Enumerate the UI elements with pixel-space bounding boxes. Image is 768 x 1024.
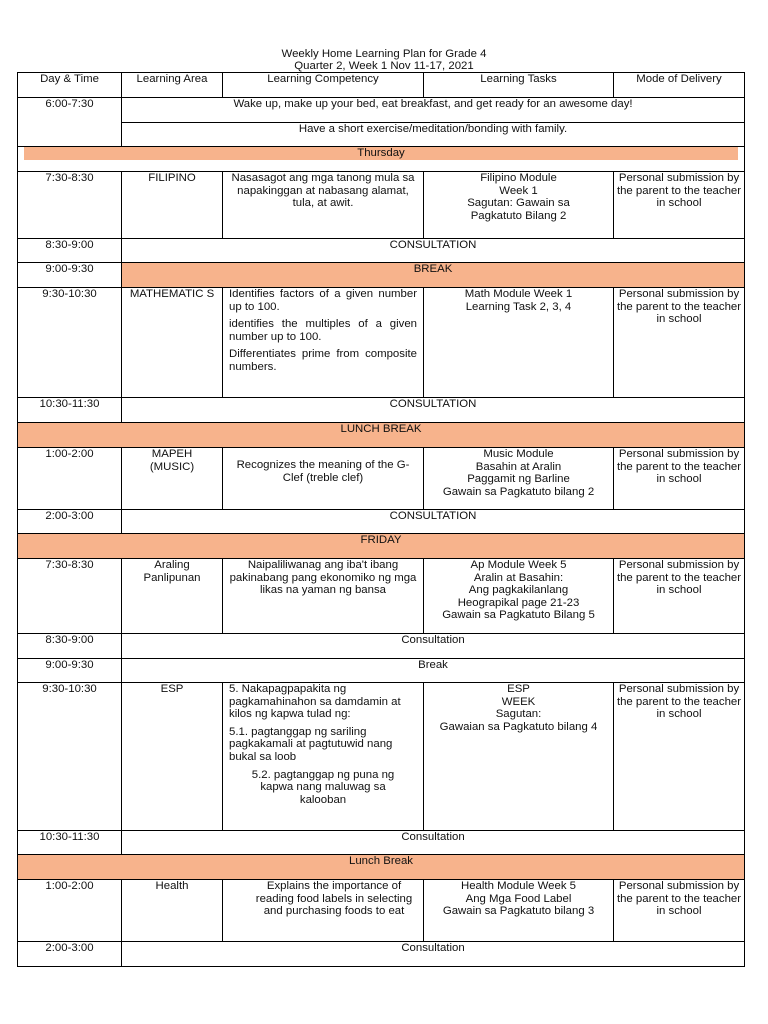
learning-area-cell: Health xyxy=(122,880,223,942)
exercise-line: Have a short exercise/meditation/bonding with family. xyxy=(122,123,745,147)
consultation-label: CONSULTATION xyxy=(122,398,745,423)
time-cell: 10:30-11:30 xyxy=(18,831,122,855)
table-row xyxy=(18,683,745,831)
learning-competency-cell: Identifies factors of a given number up to 100. identifies the multiples of a given number up to 100. Differentiates prime from composite numbers. xyxy=(223,288,424,398)
learning-competency-cell: Explains the importance of reading food labels in selecting and purchasing foods to eat xyxy=(223,880,424,942)
consultation-label: Consultation xyxy=(122,634,745,659)
lunch-break-band: LUNCH BREAK xyxy=(18,423,745,448)
time-cell: 9:00-9:30 xyxy=(18,263,122,288)
consultation-label: Consultation xyxy=(122,831,745,855)
learning-tasks-cell: Health Module Week 5 Ang Mga Food Label Gawain sa Pagkatuto bilang 3 xyxy=(424,880,614,942)
time-cell: 1:00-2:00 xyxy=(18,880,122,942)
column-header-day-time: Day & Time xyxy=(18,73,122,98)
document-title: Weekly Home Learning Plan for Grade 4 xyxy=(281,48,487,60)
column-header-learning-tasks: Learning Tasks xyxy=(424,73,614,98)
table-row xyxy=(18,942,745,967)
mode-of-delivery-cell: Personal submission by the parent to the teacher in school xyxy=(614,880,745,942)
learning-tasks-cell: Math Module Week 1 Learning Task 2, 3, 4 xyxy=(424,288,614,398)
day-row-thursday xyxy=(18,147,745,172)
time-cell: 7:30-8:30 xyxy=(18,172,122,239)
table-row xyxy=(18,634,745,659)
learning-area-cell: Araling Panlipunan xyxy=(122,559,223,634)
document-subtitle: Quarter 2, Week 1 Nov 11-17, 2021 xyxy=(294,60,474,72)
learning-competency-cell: Nasasagot ang mga tanong mula sa napakinggan at nabasang alamat, tula, at awit. xyxy=(223,172,424,239)
time-cell: 2:00-3:00 xyxy=(18,942,122,967)
time-cell: 8:30-9:00 xyxy=(18,239,122,263)
day-label-friday: FRIDAY xyxy=(18,534,745,559)
time-cell: 2:00-3:00 xyxy=(18,510,122,534)
time-cell: 1:00-2:00 xyxy=(18,448,122,510)
learning-area-cell: MAPEH (MUSIC) xyxy=(122,448,223,510)
mode-of-delivery-cell: Personal submission by the parent to the teacher in school xyxy=(614,288,745,398)
learning-area-cell: MATHEMATIC S xyxy=(122,288,223,398)
consultation-label: CONSULTATION xyxy=(122,510,745,534)
day-label-thursday: Thursday xyxy=(24,147,738,160)
table-row xyxy=(18,263,745,288)
time-cell: 7:30-8:30 xyxy=(18,559,122,634)
column-header-learning-competency: Learning Competency xyxy=(223,73,424,98)
table-row xyxy=(18,239,745,263)
break-label: Break xyxy=(122,659,745,683)
column-header-learning-area: Learning Area xyxy=(122,73,223,98)
table-row xyxy=(18,448,745,510)
table-row xyxy=(18,398,745,423)
day-row-friday xyxy=(18,534,745,559)
consultation-label: CONSULTATION xyxy=(122,239,745,263)
table-row xyxy=(18,172,745,239)
learning-plan-table xyxy=(17,72,745,967)
table-row xyxy=(18,831,745,855)
table-row xyxy=(18,423,745,448)
time-cell: 9:30-10:30 xyxy=(18,683,122,831)
table-row xyxy=(18,123,745,147)
learning-competency-cell: Naipaliliwanag ang iba't ibang pakinabang pang ekonomiko ng mga likas na yaman ng bansa xyxy=(223,559,424,634)
break-band: BREAK xyxy=(122,263,745,288)
learning-tasks-cell: ESP WEEK Sagutan: Gawaian sa Pagkatuto bilang 4 xyxy=(424,683,614,831)
morning-routine-line: Wake up, make up your bed, eat breakfast, and get ready for an awesome day! xyxy=(122,98,745,123)
time-cell: 6:00-7:30 xyxy=(18,98,122,147)
mode-of-delivery-cell: Personal submission by the parent to the teacher in school xyxy=(614,683,745,831)
learning-tasks-cell: Filipino Module Week 1 Sagutan: Gawain sa Pagkatuto Bilang 2 xyxy=(424,172,614,239)
time-cell: 9:30-10:30 xyxy=(18,288,122,398)
table-row xyxy=(18,510,745,534)
time-cell: 9:00-9:30 xyxy=(18,659,122,683)
time-cell: 8:30-9:00 xyxy=(18,634,122,659)
table-row xyxy=(18,659,745,683)
table-row xyxy=(18,855,745,880)
learning-area-cell: FILIPINO xyxy=(122,172,223,239)
table-row xyxy=(18,880,745,942)
column-header-mode-of-delivery: Mode of Delivery xyxy=(614,73,745,98)
table-row xyxy=(18,98,745,123)
table-header-row xyxy=(18,73,745,98)
table-row xyxy=(18,288,745,398)
learning-area-cell: ESP xyxy=(122,683,223,831)
mode-of-delivery-cell: Personal submission by the parent to the teacher in school xyxy=(614,559,745,634)
consultation-label: Consultation xyxy=(122,942,745,967)
time-cell: 10:30-11:30 xyxy=(18,398,122,423)
learning-tasks-cell: Music Module Basahin at Aralin Paggamit ng Barline Gawain sa Pagkatuto bilang 2 xyxy=(424,448,614,510)
mode-of-delivery-cell: Personal submission by the parent to the teacher in school xyxy=(614,172,745,239)
mode-of-delivery-cell: Personal submission by the parent to the teacher in school xyxy=(614,448,745,510)
learning-competency-cell: 5. Nakapagpapakita ng pagkamahinahon sa damdamin at kilos ng kapwa tulad ng: 5.1. pagtanggap ng sariling pagkakamali at pagtutuwid nang bukal sa loob 5.2. pagtanggap ng puna ng kapwa nang maluwag sa kalooban xyxy=(223,683,424,831)
learning-competency-cell: Recognizes the meaning of the G-Clef (treble clef) xyxy=(223,448,424,510)
learning-tasks-cell: Ap Module Week 5 Aralin at Basahin: Ang pagkakilanlang Heograpikal page 21-23 Gawain sa Pagkatuto Bilang 5 xyxy=(424,559,614,634)
lunch-break-band: Lunch Break xyxy=(18,855,745,880)
table-row xyxy=(18,559,745,634)
